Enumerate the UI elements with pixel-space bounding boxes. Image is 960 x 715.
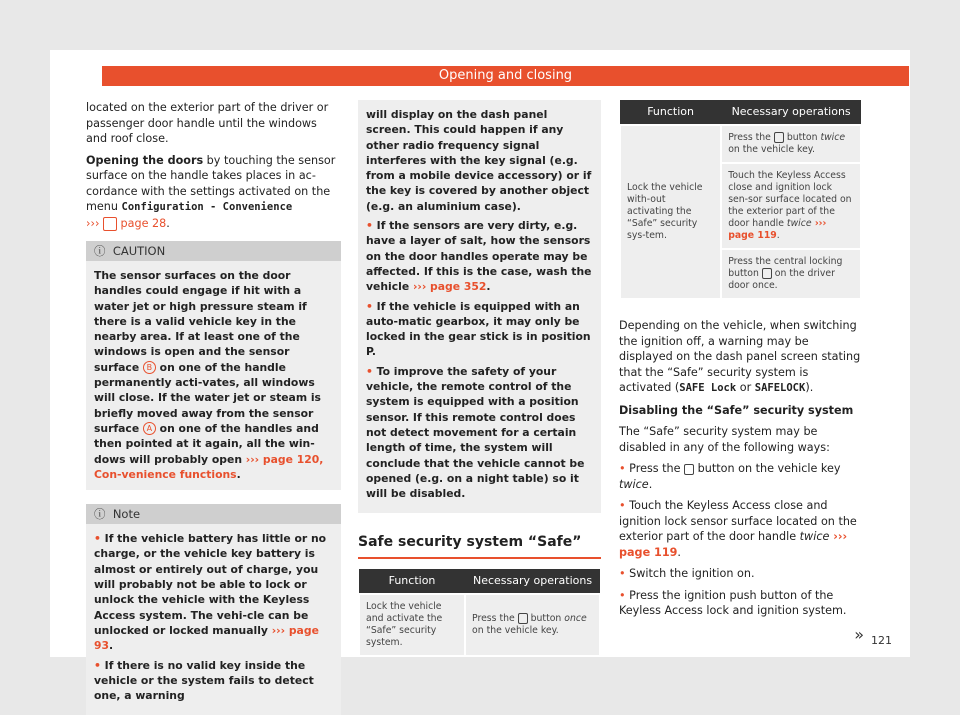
manual-page xyxy=(50,50,910,703)
term-opening-doors: Opening the doors xyxy=(86,153,204,167)
paragraph: will display on the dash panel screen. This could happen if any other radio frequency signal interferes with the key signal (e.g. from a mobile device accessory) or if the key is covered by another object (e.g. an aluminium case). xyxy=(366,108,592,213)
table-cell xyxy=(721,125,861,163)
table-cell: Touch the Keyless Access close and ignition lock sen-sor surface located on the exterior part of the door handle twice ››› page 119. xyxy=(721,163,861,249)
text: Press the ignition push button of the Keyless Access lock and ignition system. xyxy=(619,588,847,617)
note-body-continued xyxy=(358,100,601,513)
page-ref[interactable]: ››› page 93 xyxy=(94,623,319,653)
caution-box xyxy=(86,241,341,490)
emphasis: once xyxy=(564,612,587,624)
page-ref[interactable]: ››› page 352 xyxy=(412,280,487,294)
text: ). xyxy=(805,381,814,394)
function-table xyxy=(358,569,601,657)
text: Depending on the vehicle, when switching the ignition off, a warning may be displayed on the dash panel screen stating that the “Safe” security system is activated ( xyxy=(619,319,861,394)
text: . xyxy=(236,467,241,481)
emphasis: twice xyxy=(799,530,830,543)
text: button xyxy=(527,612,565,624)
table-cell: Lock the vehicle and activate the “Safe” security system. xyxy=(359,594,465,656)
list-item xyxy=(366,364,593,502)
text: on the vehicle key. xyxy=(728,144,815,155)
page-ref[interactable]: ››› page 119 xyxy=(728,218,827,241)
paragraph: The “Safe” security system may be disabled in any of the following ways: xyxy=(619,425,830,454)
table-header-function: Function xyxy=(620,100,721,125)
text: If the sensors are very dirty, e.g. have a layer of salt, how the sensors on the door handles operate may be affected. If this is the case, wash the vehicle xyxy=(366,219,592,294)
paragraph-opening-doors: Opening the doors by touching the sensor surface on the handle takes places in ac-cordance with the settings activated on the menu Configuration - Convenience ››› page 28. xyxy=(86,153,336,230)
list-item xyxy=(94,658,333,704)
text: Press the xyxy=(629,462,685,475)
bullet: • xyxy=(619,588,626,602)
text: Touch the Keyless Access close and ignition lock sen-sor surface located on the exterior part of the door handle xyxy=(728,170,852,229)
text: by touching the sensor surface on the handle takes places in ac-cordance with the settings activated on the menu xyxy=(86,153,336,213)
info-icon: ⓘ xyxy=(94,507,106,522)
text: on one of the handle permanently acti-vates, all windows will close. If the water jet or steam is briefly moved away from the sensor surface xyxy=(94,360,321,435)
page-ref[interactable]: ››› page 119 xyxy=(619,530,848,559)
sensor-label-a: A xyxy=(143,422,156,435)
text: button on the vehicle key xyxy=(694,462,841,475)
column-left xyxy=(86,100,341,715)
lock-icon xyxy=(684,464,694,475)
text: If the vehicle battery has little or no charge, or the vehicle key battery is almost or entirely out of charge, you will probably not be able to lock or unlock the vehicle with the Keyless Access system. The vehi-cle can be unlocked or locked manually xyxy=(94,532,327,637)
list-item xyxy=(619,588,862,619)
warning-icon: ⓘ xyxy=(94,244,106,258)
note-box-continued xyxy=(358,100,601,513)
table-header-function: Function xyxy=(359,569,465,594)
text: button xyxy=(783,132,821,143)
bullet: • xyxy=(619,462,626,475)
text: on the driver door once. xyxy=(728,268,835,291)
emphasis: twice xyxy=(619,477,649,491)
text: If the vehicle is equipped with an auto-matic gearbox, it may only be locked in the gear stick is in position P. xyxy=(366,299,591,359)
text: on one of the handles and then pointed at it again, all the win-dows will probably open xyxy=(94,421,319,466)
table-header-operations: Necessary operations xyxy=(465,569,600,594)
function-table-continued xyxy=(619,100,862,300)
bullet: • xyxy=(366,299,373,313)
text: Touch the Keyless Access close and ignition lock sensor surface located on the exterior part of the door handle xyxy=(619,499,857,543)
list-item: • Touch the Keyless Access close and ignition lock sensor surface located on the exterior part of the door handle twice ››› page 119. xyxy=(619,499,857,559)
text: Press the xyxy=(728,132,774,143)
list-item: • Press the button on the vehicle key twice. xyxy=(619,462,841,491)
page-ref[interactable]: ››› page 120, Con-venience functions xyxy=(94,452,324,481)
bullet: • xyxy=(94,532,101,546)
subheading: Disabling the “Safe” security system xyxy=(619,403,854,417)
text: on the vehicle key. xyxy=(472,624,559,636)
lock-icon xyxy=(518,613,528,624)
note-title: Note xyxy=(112,507,141,522)
table-row xyxy=(620,125,861,163)
display-text-safelock: SAFELOCK xyxy=(754,382,806,394)
text: To improve the safety of your vehicle, the remote control of the system is equipped with a position sensor. If this remote control does not detect movement for a certain length of time, the system will conclude that the vehicle cannot be opened (e.g. on a night table) so it will be disabled. xyxy=(366,364,585,501)
text: The sensor surfaces on the door handles could engage if hit with a water jet or high pressure steam if there is a valid vehicle key in the nearby area. If at least one of the windows is open and the sensor surface xyxy=(94,269,307,374)
menu-path: Configuration - Convenience xyxy=(121,201,293,213)
text: Press the central locking button xyxy=(728,256,843,279)
list-item xyxy=(619,566,862,582)
emphasis: twice xyxy=(786,218,812,229)
list-item xyxy=(366,299,593,360)
bullet: • xyxy=(366,364,373,378)
text: If there is no valid key inside the vehicle or the system fails to detect one, a warning xyxy=(94,658,314,703)
column-middle xyxy=(358,100,601,657)
page-ref[interactable]: page 28 xyxy=(116,216,167,230)
page-header: Opening and closing xyxy=(102,66,909,86)
lock-icon xyxy=(774,132,784,143)
text: Press the xyxy=(472,612,518,624)
note-header xyxy=(86,504,341,524)
bullet: • xyxy=(619,499,626,512)
list-item: • If the vehicle battery has little or no charge, or the vehicle key battery is almost or entirely out of charge, you will probably not be able to lock or unlock the vehicle with the Keyless Access system. The vehi-cle can be unlocked or locked manually ››› page 93. xyxy=(94,532,327,653)
emphasis: twice xyxy=(820,132,846,143)
lock-icon xyxy=(762,268,772,279)
note-box xyxy=(86,504,341,715)
text: or xyxy=(736,381,755,394)
caution-body xyxy=(86,261,341,490)
sensor-label-b: B xyxy=(143,361,156,374)
display-text-safe-lock: SAFE Lock xyxy=(679,382,737,394)
text: Switch the ignition on. xyxy=(629,567,755,580)
note-body xyxy=(86,524,341,715)
page-number: 121 xyxy=(871,634,892,647)
caution-header xyxy=(86,241,341,261)
paragraph xyxy=(619,318,862,397)
list-item: • If the sensors are very dirty, e.g. have a layer of salt, how the sensors on the door handles operate may be affected. If this is the case, wash the vehicle ››› page 352. xyxy=(366,219,592,294)
page-ref-arrows[interactable]: ››› xyxy=(86,216,103,230)
bullet: • xyxy=(94,658,101,672)
continue-marker: » xyxy=(854,625,864,644)
menu-icon xyxy=(103,217,117,231)
bullet: • xyxy=(619,567,626,580)
bullet: • xyxy=(366,219,373,233)
section-title: Safe security system “Safe” xyxy=(358,535,601,559)
table-row xyxy=(359,594,600,656)
paragraph: located on the exterior part of the driver or passenger door handle until the windows and roof close. xyxy=(86,101,329,145)
table-header-operations: Necessary operations xyxy=(721,100,861,125)
table-cell: Lock the vehicle with-out activating the “Safe” security sys-tem. xyxy=(620,125,721,299)
table-cell xyxy=(721,249,861,299)
table-cell xyxy=(465,594,600,656)
column-right xyxy=(619,100,862,625)
caution-title: CAUTION xyxy=(112,244,166,258)
